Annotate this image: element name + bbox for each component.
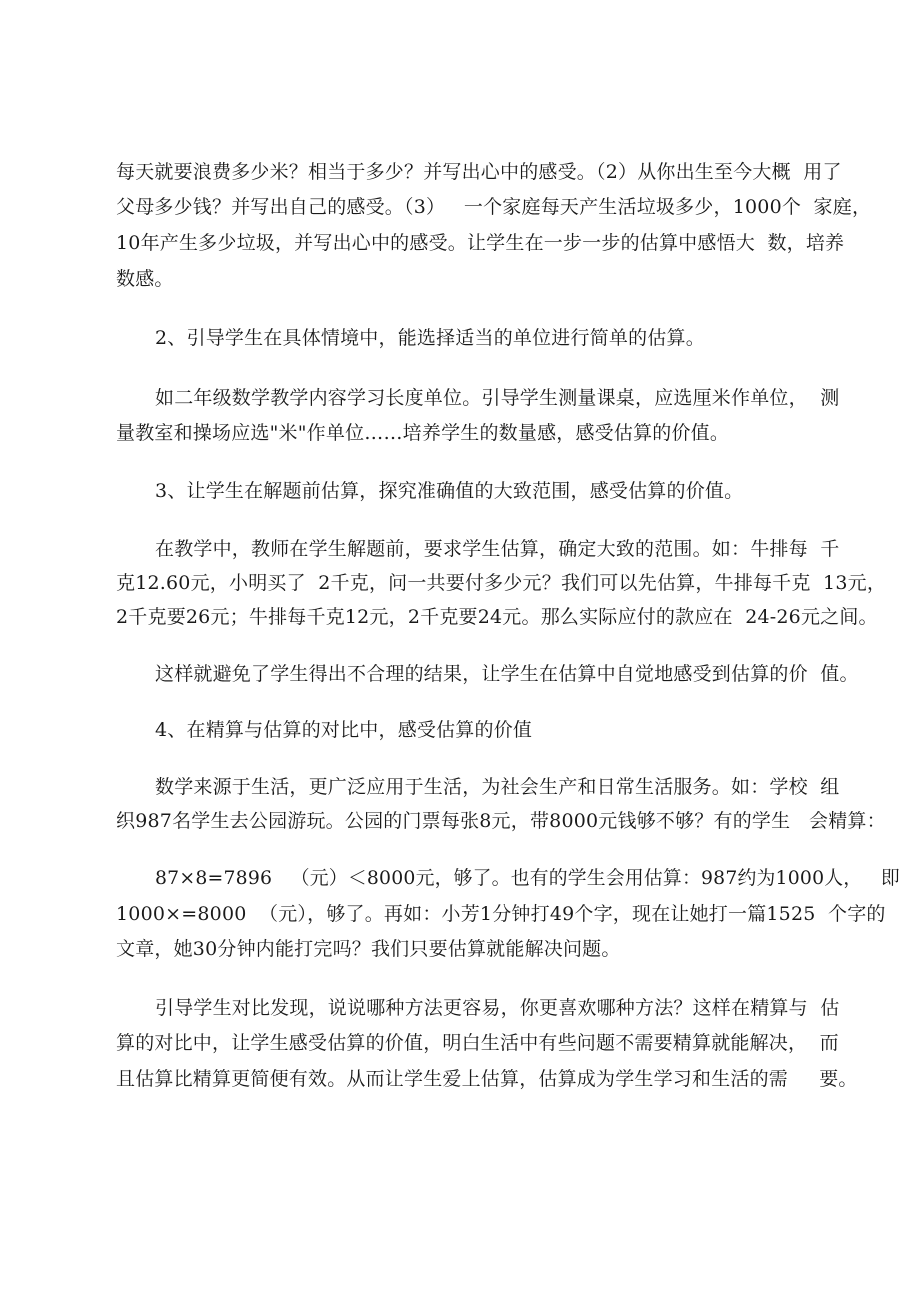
section-heading: 4、在精算与估算的对比中，感受估算的价值: [155, 719, 533, 741]
section-heading: 3、让学生在解题前估算，探究准确值的大致范围，感受估算的价值。: [155, 480, 744, 502]
paragraph-line: 在教学中，教师在学生解题前，要求学生估算，确定大致的范围。如：牛排每 千: [155, 538, 840, 560]
paragraph-line: 每天就要浪费多少米？相当于多少？并写出心中的感受。（2）从你出生至今大概 用了: [116, 161, 842, 183]
paragraph-line: 数感。: [116, 268, 174, 290]
paragraph-line: 算的对比中，让学生感受估算的价值，明白生活中有些问题不需要精算就能解决， 而: [116, 1032, 839, 1054]
paragraph-line: 引导学生对比发现，说说哪种方法更容易，你更喜欢哪种方法？这样在精算与 估: [155, 997, 840, 1019]
paragraph-line: 数学来源于生活，更广泛应用于生活，为社会生产和日常生活服务。如：学校 组: [155, 776, 840, 798]
paragraph-line: 文章，她30分钟内能打完吗？我们只要估算就能解决问题。: [116, 938, 621, 960]
paragraph-line: 2千克要26元；牛排每千克12元，2千克要24元。那么实际应付的款应在 24-26元之间。: [116, 606, 878, 628]
section-heading: 2、引导学生在具体情境中，能选择适当的单位进行简单的估算。: [155, 327, 705, 349]
paragraph-line: 10年产生多少垃圾，并写出心中的感受。让学生在一步一步的估算中感悟大 数，培养: [116, 232, 845, 254]
paragraph-line: 87×8=7896 （元）＜8000元，够了。也有的学生会用估算：987约为1000人， 即: [155, 867, 900, 889]
paragraph-line: 父母多少钱？并写出自己的感受。（3） 一个家庭每天产生活垃圾多少，1000个 家庭，: [116, 196, 872, 218]
paragraph-line: 这样就避免了学生得出不合理的结果，让学生在估算中自觉地感受到估算的价 值。: [155, 663, 859, 685]
paragraph-line: 如二年级数学教学内容学习长度单位。引导学生测量课桌，应选厘米作单位， 测: [155, 387, 840, 409]
paragraph-line: 且估算比精算更简便有效。从而让学生爱上估算，估算成为学生学习和生活的需 要。: [116, 1068, 858, 1090]
paragraph-line: 织987名学生去公园游玩。公园的门票每张8元，带8000元钱够不够？有的学生 会精算：: [116, 810, 886, 832]
paragraph-line: 量教室和操场应选"米"作单位……培养学生的数量感，感受估算的价值。: [116, 422, 730, 444]
paragraph-line: 1000×=8000 （元），够了。再如：小芳1分钟打49个字，现在让她打一篇1525 个字的: [116, 903, 886, 925]
paragraph-line: 克12.60元，小明买了 2千克，问一共要付多少元？我们可以先估算，牛排每千克 13元，: [116, 572, 887, 594]
